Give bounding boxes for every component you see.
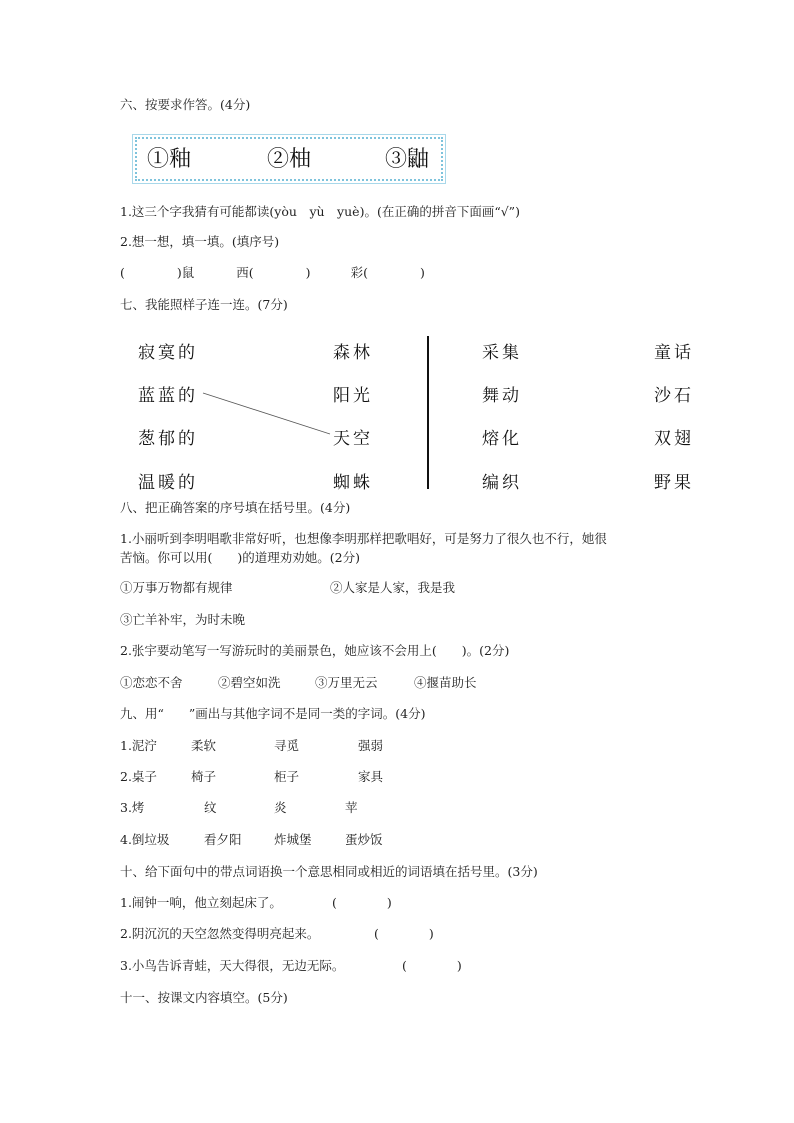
fill-c-close: ) <box>419 265 425 280</box>
left-a-3[interactable]: 葱郁的 <box>138 429 198 449</box>
section10-q2-blank[interactable]: ( ) <box>374 926 434 941</box>
right-a-4[interactable]: 编织 <box>482 473 522 493</box>
section8-title: 八、把正确答案的序号填在括号里。(4分) <box>120 500 351 515</box>
section8-q2-opt4: ④揠苗助长 <box>414 675 477 690</box>
right-a-2[interactable]: 舞动 <box>482 386 522 406</box>
fill-a-open: ( <box>120 265 125 280</box>
left-b-1[interactable]: 森林 <box>333 343 373 363</box>
right-b-2[interactable]: 沙石 <box>654 386 694 406</box>
box-item-3: ③鼬 <box>385 147 430 172</box>
section8-q2-opt1: ①恋恋不舍 <box>120 675 183 690</box>
section9-title: 九、用“ ”画出与其他字词不是同一类的字词。(4分) <box>120 706 426 721</box>
s9-r3-c4[interactable]: 苹 <box>345 800 358 815</box>
box-item-1: ①釉 <box>147 147 192 172</box>
fill-a-close: )鼠 <box>176 265 195 280</box>
section10-q1: 1.闹钟一响，他立刻起床了。 <box>120 895 282 910</box>
section6-title: 六、按要求作答。(4分) <box>120 97 251 112</box>
section10-q3: 3.小鸟告诉青蛙，天大得很，无边无际。 <box>120 958 345 973</box>
section10-q2: 2.阴沉沉的天空忽然变得明亮起来。 <box>120 926 320 941</box>
right-b-4[interactable]: 野果 <box>654 473 694 493</box>
fill-b-open: 西( <box>236 265 254 280</box>
s9-r1-c1[interactable]: 1.泥泞 <box>120 738 157 753</box>
section8-q1-opt2: ②人家是人家，我是我 <box>330 580 456 595</box>
section8-q2-opt3: ③万里无云 <box>315 675 378 690</box>
column-divider <box>427 336 429 489</box>
s9-r3-c1[interactable]: 3.烤 <box>120 800 145 815</box>
section8-q1-opt1: ①万事万物都有规律 <box>120 580 233 595</box>
left-b-2[interactable]: 阳光 <box>333 386 373 406</box>
left-a-1[interactable]: 寂寞的 <box>138 343 198 363</box>
section10-q3-blank[interactable]: ( ) <box>402 958 462 973</box>
section8-q1-line1: 1.小丽听到李明唱歌非常好听，也想像李明那样把歌唱好，可是努力了很久也不行，她很 <box>120 531 607 546</box>
s9-r3-c3[interactable]: 炎 <box>274 800 287 815</box>
left-a-4[interactable]: 温暖的 <box>138 473 198 493</box>
right-b-3[interactable]: 双翅 <box>654 429 694 449</box>
left-b-3[interactable]: 天空 <box>333 429 373 449</box>
right-a-3[interactable]: 熔化 <box>482 429 522 449</box>
right-b-1[interactable]: 童话 <box>654 343 694 363</box>
right-a-1[interactable]: 采集 <box>482 343 522 363</box>
section6-q2: 2.想一想，填一填。(填序号) <box>120 234 280 249</box>
fill-b-close: ) <box>305 265 311 280</box>
s9-r3-c2[interactable]: 纹 <box>204 800 217 815</box>
left-a-2[interactable]: 蓝蓝的 <box>138 386 198 406</box>
s9-r2-c2[interactable]: 椅子 <box>191 769 217 784</box>
section11-title: 十一、按课文内容填空。(5分) <box>120 990 288 1005</box>
section10-title: 十、给下面句中的带点词语换一个意思相同或相近的词语填在括号里。(3分) <box>120 864 538 879</box>
left-b-4[interactable]: 蜘蛛 <box>333 473 373 493</box>
s9-r1-c3[interactable]: 寻觅 <box>274 738 300 753</box>
section8-q2: 2.张宇要动笔写一写游玩时的美丽景色，她应该不会用上( )。(2分) <box>120 643 510 658</box>
s9-r4-c4[interactable]: 蛋炒饭 <box>345 832 383 847</box>
fill-c-open: 彩( <box>350 265 368 280</box>
s9-r2-c3[interactable]: 柜子 <box>274 769 300 784</box>
section8-q1-line2: 苦恼。你可以用( )的道理劝劝她。(2分) <box>120 550 360 565</box>
s9-r1-c2[interactable]: 柔软 <box>191 738 217 753</box>
s9-r4-c1[interactable]: 4.倒垃圾 <box>120 832 170 847</box>
section10-q1-blank[interactable]: ( ) <box>332 895 392 910</box>
box-item-2: ②柚 <box>267 147 312 172</box>
section6-q1: 1.这三个字我猜有可能都读(yòu yù yuè)。(在正确的拼音下面画“√”) <box>120 204 520 219</box>
s9-r4-c3[interactable]: 炸城堡 <box>274 832 312 847</box>
section8-q1-opt3: ③亡羊补牢，为时未晚 <box>120 612 246 627</box>
s9-r2-c1[interactable]: 2.桌子 <box>120 769 157 784</box>
s9-r4-c2[interactable]: 看夕阳 <box>204 832 242 847</box>
section8-q2-opt2: ②碧空如洗 <box>218 675 281 690</box>
s9-r1-c4[interactable]: 强弱 <box>358 738 384 753</box>
s9-r2-c4[interactable]: 家具 <box>358 769 384 784</box>
section7-title: 七、我能照样子连一连。(7分) <box>120 297 288 312</box>
